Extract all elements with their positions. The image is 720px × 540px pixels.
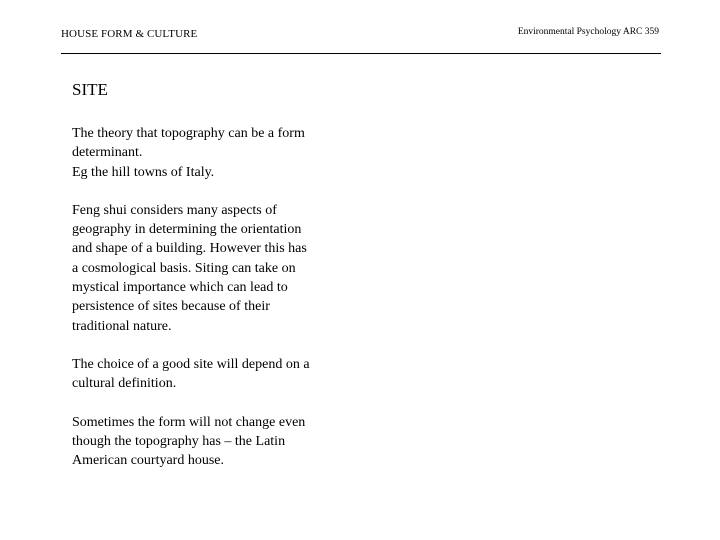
paragraph-line: traditional nature. [72, 318, 172, 334]
paragraph-line: and shape of a building. However this has [72, 241, 307, 257]
paragraph-line: determinant. [72, 145, 143, 161]
paragraph-line: Eg the hill towns of Italy. [72, 164, 215, 180]
paragraph-line: geography in determining the orientation [72, 222, 302, 238]
paragraph-topography [72, 124, 362, 182]
header-course-code: Environmental Psychology ARC 359 [517, 27, 659, 37]
paragraph-line: The choice of a good site will depend on a [72, 356, 310, 372]
paragraph-line: American courtyard house. [72, 453, 224, 469]
slide-title: SITE [72, 80, 108, 99]
paragraph-feng-shui [72, 201, 362, 336]
paragraph-line: The theory that topography can be a form [72, 126, 305, 141]
paragraph-line: mystical importance which can lead to [72, 280, 288, 296]
slide-body [72, 80, 362, 489]
paragraph-line: Sometimes the form will not change even [72, 414, 306, 430]
paragraph-line: persistence of sites because of their [72, 299, 270, 315]
paragraph-line: Feng shui considers many aspects of [72, 202, 277, 218]
header-course-title: HOUSE FORM & CULTURE [61, 28, 198, 40]
paragraph-line: a cosmological basis. Siting can take on [72, 260, 296, 276]
paragraph-site-choice [72, 355, 362, 394]
header-divider [61, 53, 661, 54]
paragraph-courtyard-house [72, 413, 362, 471]
paragraph-line: though the topography has – the Latin [72, 433, 286, 449]
paragraph-line: cultural definition. [72, 376, 177, 392]
